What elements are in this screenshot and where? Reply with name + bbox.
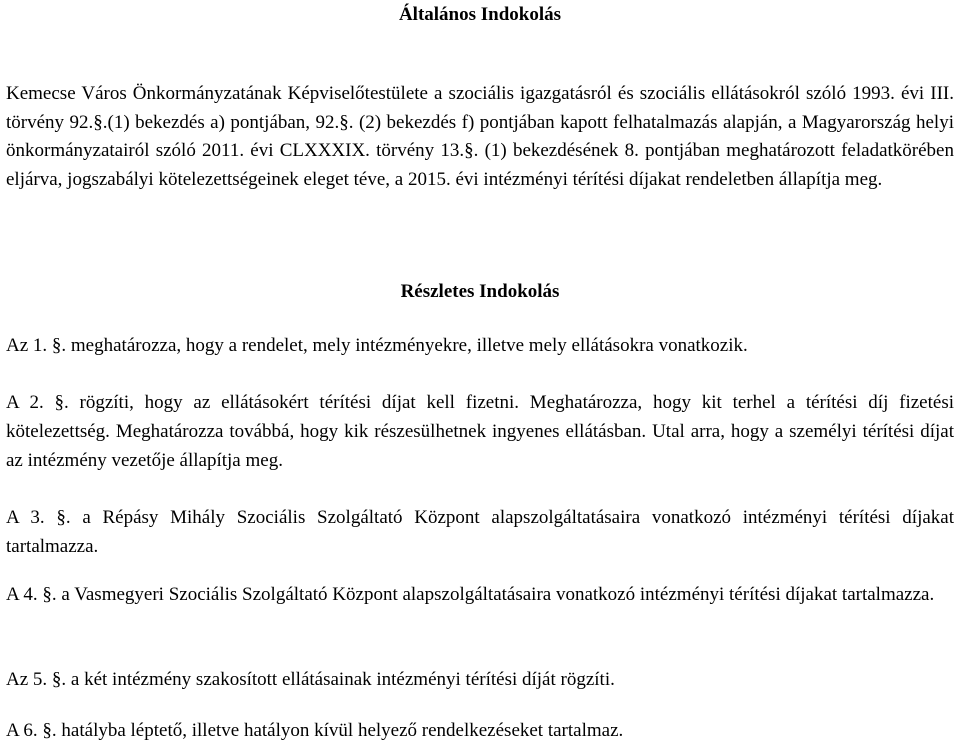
intro-paragraph: Kemecse Város Önkormányzatának Képviselőtestülete a szociális igazgatásról és szociális ellátásokról szóló 1993. évi III. törvény 92.§.(1) bekezdés a) pontjában, 92.§. (2) bekezdés f) pontjában kapott felhatalmazás alapján, a Magyarország helyi önkormányzatairól szóló 2011. évi CLXXXIX. törvény 13.§. (1) bekezdésének 8. pontjában meghatározott feladatkörében eljárva, jogszabályi kötelezettségeinek eleget téve, a 2015. évi intézményi térítési díjakat rendeletben állapítja meg. — [6, 83, 954, 190]
paragraph-section-6: A 6. §. hatályba léptető, illetve hatályon kívül helyező rendelkezéseket tartalmaz. — [6, 720, 624, 741]
document-title: Általános Indokolás — [398, 4, 562, 25]
section-heading: Részletes Indokolás — [400, 281, 560, 302]
paragraph-section-4: A 4. §. a Vasmegyeri Szociális Szolgáltató Központ alapszolgáltatásaira vonatkozó intézményi térítési díjakat tartalmazza. — [6, 584, 935, 605]
paragraph-section-1: Az 1. §. meghatározza, hogy a rendelet, mely intézményekre, illetve mely ellátásokra vonatkozik. — [6, 335, 748, 356]
paragraph-section-2: A 2. §. rögzíti, hogy az ellátásokért térítési díjat kell fizetni. Meghatározza, hogy kit terhel a térítési díj fizetési kötelezettség. Meghatározza továbbá, hogy kik részesülhetnek ingyenes ellátásban. Utal arra, hogy a személyi térítési díjat az intézmény vezetője állapítja meg. — [6, 392, 954, 471]
paragraph-section-5: Az 5. §. a két intézmény szakosított ellátásainak intézményi térítési díját rögzíti. — [6, 669, 615, 690]
paragraph-section-3: A 3. §. a Répásy Mihály Szociális Szolgáltató Központ alapszolgáltatásaira vonatkozó intézményi térítési díjakat tartalmazza. — [6, 507, 954, 557]
